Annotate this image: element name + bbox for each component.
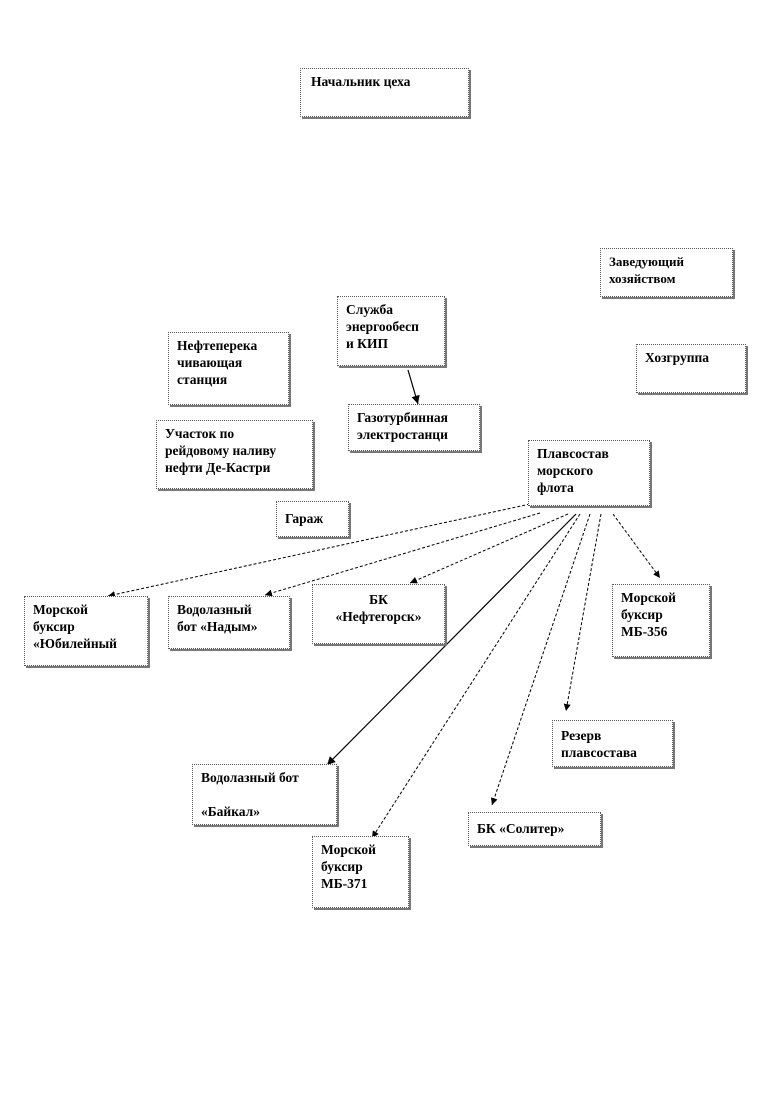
node-bk-neftegorsk: БК «Нефтегорск»	[312, 584, 445, 644]
arrow-fleet-to-neftegorsk	[410, 514, 568, 583]
node-raid-section: Участок по рейдовому наливу нефти Де-Кастри	[156, 420, 313, 489]
node-gas-turbine: Газотурбинная электростанци	[348, 404, 480, 451]
arrow-energy-to-turbine	[408, 370, 418, 404]
node-tug-jubilee: Морской буксир «Юбилейный	[24, 596, 148, 666]
node-tug-mb356: Морской буксир МБ-356	[612, 584, 710, 657]
node-fleet: Плавсостав морского флота	[528, 440, 650, 506]
arrow-fleet-to-reserve	[566, 514, 601, 711]
node-energy-service: Служба энергообесп и КИП	[337, 296, 445, 366]
node-bk-solitaire: БК «Солитер»	[468, 812, 601, 846]
arrow-fleet-to-mb371	[372, 514, 580, 838]
node-maintenance-group: Хозгруппа	[636, 344, 746, 393]
node-tug-mb371: Морской буксир МБ-371	[312, 836, 409, 908]
node-diving-baikal: Водолазный бот «Байкал»	[192, 764, 337, 825]
node-head: Начальник цеха	[300, 68, 469, 117]
node-garage: Гараж	[276, 501, 349, 537]
arrow-fleet-to-mb356	[613, 514, 660, 578]
node-diving-nadym: Водолазный бот «Надым»	[168, 596, 290, 649]
node-oil-station: Нефтеперека чивающая станция	[168, 332, 289, 405]
node-household-head: Заведующий хозяйством	[600, 248, 733, 297]
node-reserve: Резерв плавсостава	[552, 720, 673, 767]
